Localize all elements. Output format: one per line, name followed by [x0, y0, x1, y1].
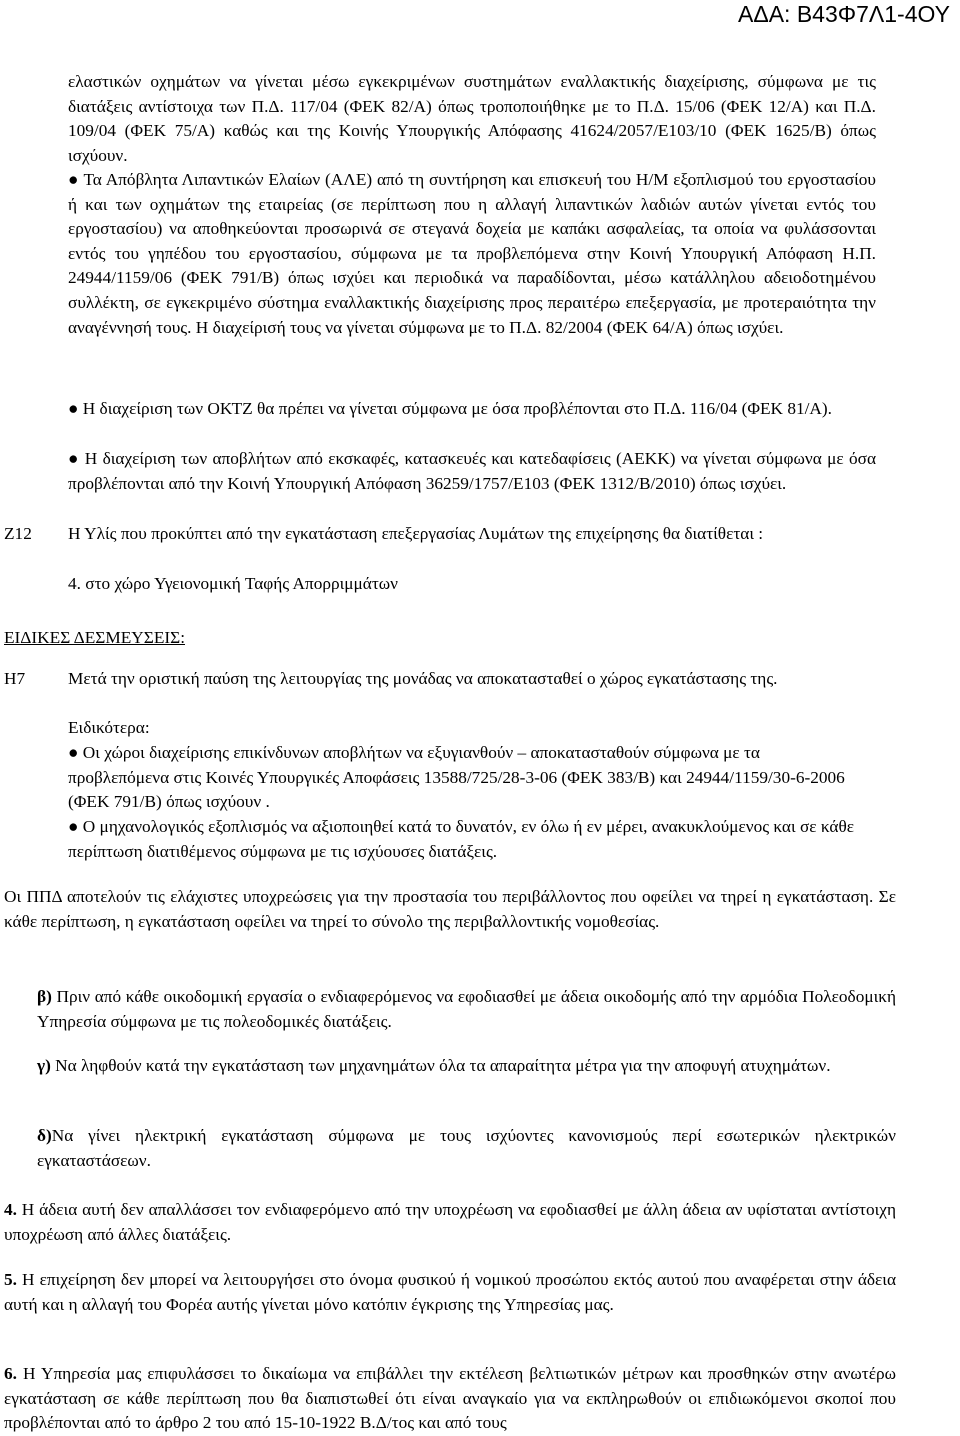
item-delta-text: Να γίνει ηλεκτρική εγκατάσταση σύμφωνα με τους ισχύοντες κανονισμούς περί εσωτερικών ηλεκτρικών εγκαταστάσεων. — [37, 1126, 896, 1170]
item-gamma — [37, 1054, 896, 1079]
ada-code: ΑΔΑ: Β43Φ7Λ1-4ΟΥ — [738, 1, 950, 27]
item-4 — [4, 1198, 896, 1247]
item-4-text: Η άδεια αυτή δεν απαλλάσσει τον ενδιαφερόμενο από την υποχρέωση να εφοδιασθεί με άλλη άδεια αν υφίσταται αντίστοιχη υποχρέωση από άλλες διατάξεις. — [4, 1200, 896, 1244]
z11-paragraph: ελαστικών οχημάτων να γίνεται μέσω εγκεκριμένων συστημάτων εναλλακτικής διαχείρισης, σύμφωνα με τις διατάξεις αντίστοιχα των Π.Δ. 117/04 (ΦΕΚ 82/Α) όπως τροποποιήθηκε με το Π.Δ. 15/06 (ΦΕΚ 12/Α) και Π.Δ. 109/04 (ΦΕΚ 75/Α) καθώς και της Κοινής Υπουργικής Απόφασης 41624/2057/Ε103/10 (ΦΕΚ 1625/Β) όπως ισχύουν. — [68, 72, 876, 165]
item-beta-label: β) — [37, 987, 52, 1006]
item-5 — [4, 1268, 896, 1317]
equipment-bullet: ● Ο μηχανολογικός εξοπλισμός να αξιοποιηθεί κατά το δυνατόν, εν όλω ή εν μέρει, ανακυκλούμενος και σε κάθε περίπτωση διατιθέμενος σύμφωνα με τις ισχύουσες διατάξεις. — [68, 817, 854, 861]
z12-item: 4. στο χώρο Υγειονομική Ταφής Απορριμμάτων — [68, 574, 398, 593]
specifically-label: Ειδικότερα: — [68, 718, 150, 737]
z11-oktz-bullet: ● Η διαχείριση των ΟΚΤΖ θα πρέπει να γίνεται σύμφωνα με όσα προβλέπονται στο Π.Δ. 116/04 (ΦΕΚ 81/Α). — [68, 399, 832, 418]
hazardous-waste-bullet: ● Οι χώροι διαχείρισης επικίνδυνων αποβλήτων να εξυγιανθούν – αποκατασταθούν σύμφωνα με τα προβλεπόμενα στις Κοινές Υπουργικές Αποφάσεις 13588/725/28-3-06 (ΦΕΚ 383/Β) και 24944/1159/30-6-2006 (ΦΕΚ 791/Β) όπως ισχύουν . — [68, 743, 845, 812]
item-beta-text: Πριν από κάθε οικοδομική εργασία ο ενδιαφερόμενος να εφοδιασθεί με άδεια οικοδομής από την αρμόδια Πολεοδομική Υπηρεσία σύμφωνα με τις πολεοδομικές διατάξεις. — [37, 987, 896, 1031]
z12-label: Ζ12 — [4, 524, 32, 543]
item-5-text: Η επιχείρηση δεν μπορεί να λειτουργήσει στο όνομα φυσικού ή νομικού προσώπου εκτός αυτού που αναφέρεται στην άδεια αυτή και η αλλαγή του Φορέα αυτής γίνεται μόνο κατόπιν έγκρισης της Υπηρεσίας μας. — [4, 1270, 896, 1314]
item-beta — [37, 985, 896, 1034]
item-gamma-text: Να ληφθούν κατά την εγκατάσταση των μηχανημάτων όλα τα απαραίτητα μέτρα για την αποφυγή ατυχημάτων. — [50, 1056, 831, 1075]
item-gamma-label: γ) — [37, 1056, 51, 1075]
z12-text: Η Υλίς που προκύπτει από την εγκατάσταση επεξεργασίας Λυμάτων της επιχείρησης θα διατίθεται : — [68, 524, 764, 543]
special-commitments-heading: ΕΙΔΙΚΕΣ ΔΕΣΜΕΥΣΕΙΣ: — [4, 628, 185, 647]
h7-label: Η7 — [4, 669, 26, 688]
item-6 — [4, 1362, 896, 1436]
item-6-label: 6. — [4, 1364, 17, 1383]
item-5-label: 5. — [4, 1270, 17, 1289]
z11-ale-bullet: ● Τα Απόβλητα Λιπαντικών Ελαίων (ΑΛΕ) από τη συντήρηση και επισκευή του Η/Μ εξοπλισμού του εργοστασίου ή και των οχημάτων της εταιρείας (σε περίπτωση που η αλλαγή λιπαντικών λαδιών αυτών γίνεται εντός του εργοστασίου) να αποθηκεύονται προσωρινά σε στεγανά δοχεία με καπάκι ασφαλείας, τα οποία να φυλάσσονται εντός του γηπέδου του εργοστασίου, σύμφωνα με τα προβλεπόμενα στην Κοινή Υπουργική Απόφαση Η.Π. 24944/1159/06 (ΦΕΚ 791/Β) όπως ισχύει και περιοδικά να παραδίδονται, μέσω κατάλληλου αδειοδοτημένου συλλέκτη, σε εγκεκριμένο σύστημα εναλλακτικής διαχείρισης προς περαιτέρω επεξεργασία, με προτεραιότητα την αναγέννησή τους. Η διαχείρισή τους να γίνεται σύμφωνα με το Π.Δ. 82/2004 (ΦΕΚ 64/Α) όπως ισχύει. — [68, 170, 876, 337]
z11-aekk-bullet: ● Η διαχείριση των αποβλήτων από εκσκαφές, κατασκευές και κατεδαφίσεις (ΑΕΚΚ) να γίνεται σύμφωνα με όσα προβλέπονται από την Κοινή Υπουργική Απόφαση 36259/1757/Ε103 (ΦΕΚ 1312/Β/2010) όπως ισχύει. — [68, 449, 876, 493]
item-6-text: Η Υπηρεσία μας επιφυλάσσει το δικαίωμα να επιβάλλει την εκτέλεση βελτιωτικών μέτρων και προσθηκών στην ανωτέρω εγκατάσταση σε κάθε περίπτωση που θα διαπιστωθεί ότι είναι αναγκαίο για να εκπληρωθούν οι επιδιωκόμενοι σκοποί που προβλέπονται από το άρθρο 2 του από 15-10-1922 Β.Δ/τος και από τους — [4, 1364, 896, 1433]
item-delta-label: δ) — [37, 1126, 52, 1145]
ppd-paragraph: Οι ΠΠΔ αποτελούν τις ελάχιστες υποχρεώσεις για την προστασία του περιβάλλοντος που οφείλει να τηρεί η εγκατάσταση. Σε κάθε περίπτωση, η εγκατάσταση οφείλει να τηρεί το σύνολο της περιβαλλοντικής νομοθεσίας. — [4, 887, 896, 931]
item-delta — [37, 1124, 896, 1173]
item-4-label: 4. — [4, 1200, 17, 1219]
h7-text: Μετά την οριστική παύση της λειτουργίας της μονάδας να αποκατασταθεί ο χώρος εγκατάστασης της. — [68, 669, 778, 688]
